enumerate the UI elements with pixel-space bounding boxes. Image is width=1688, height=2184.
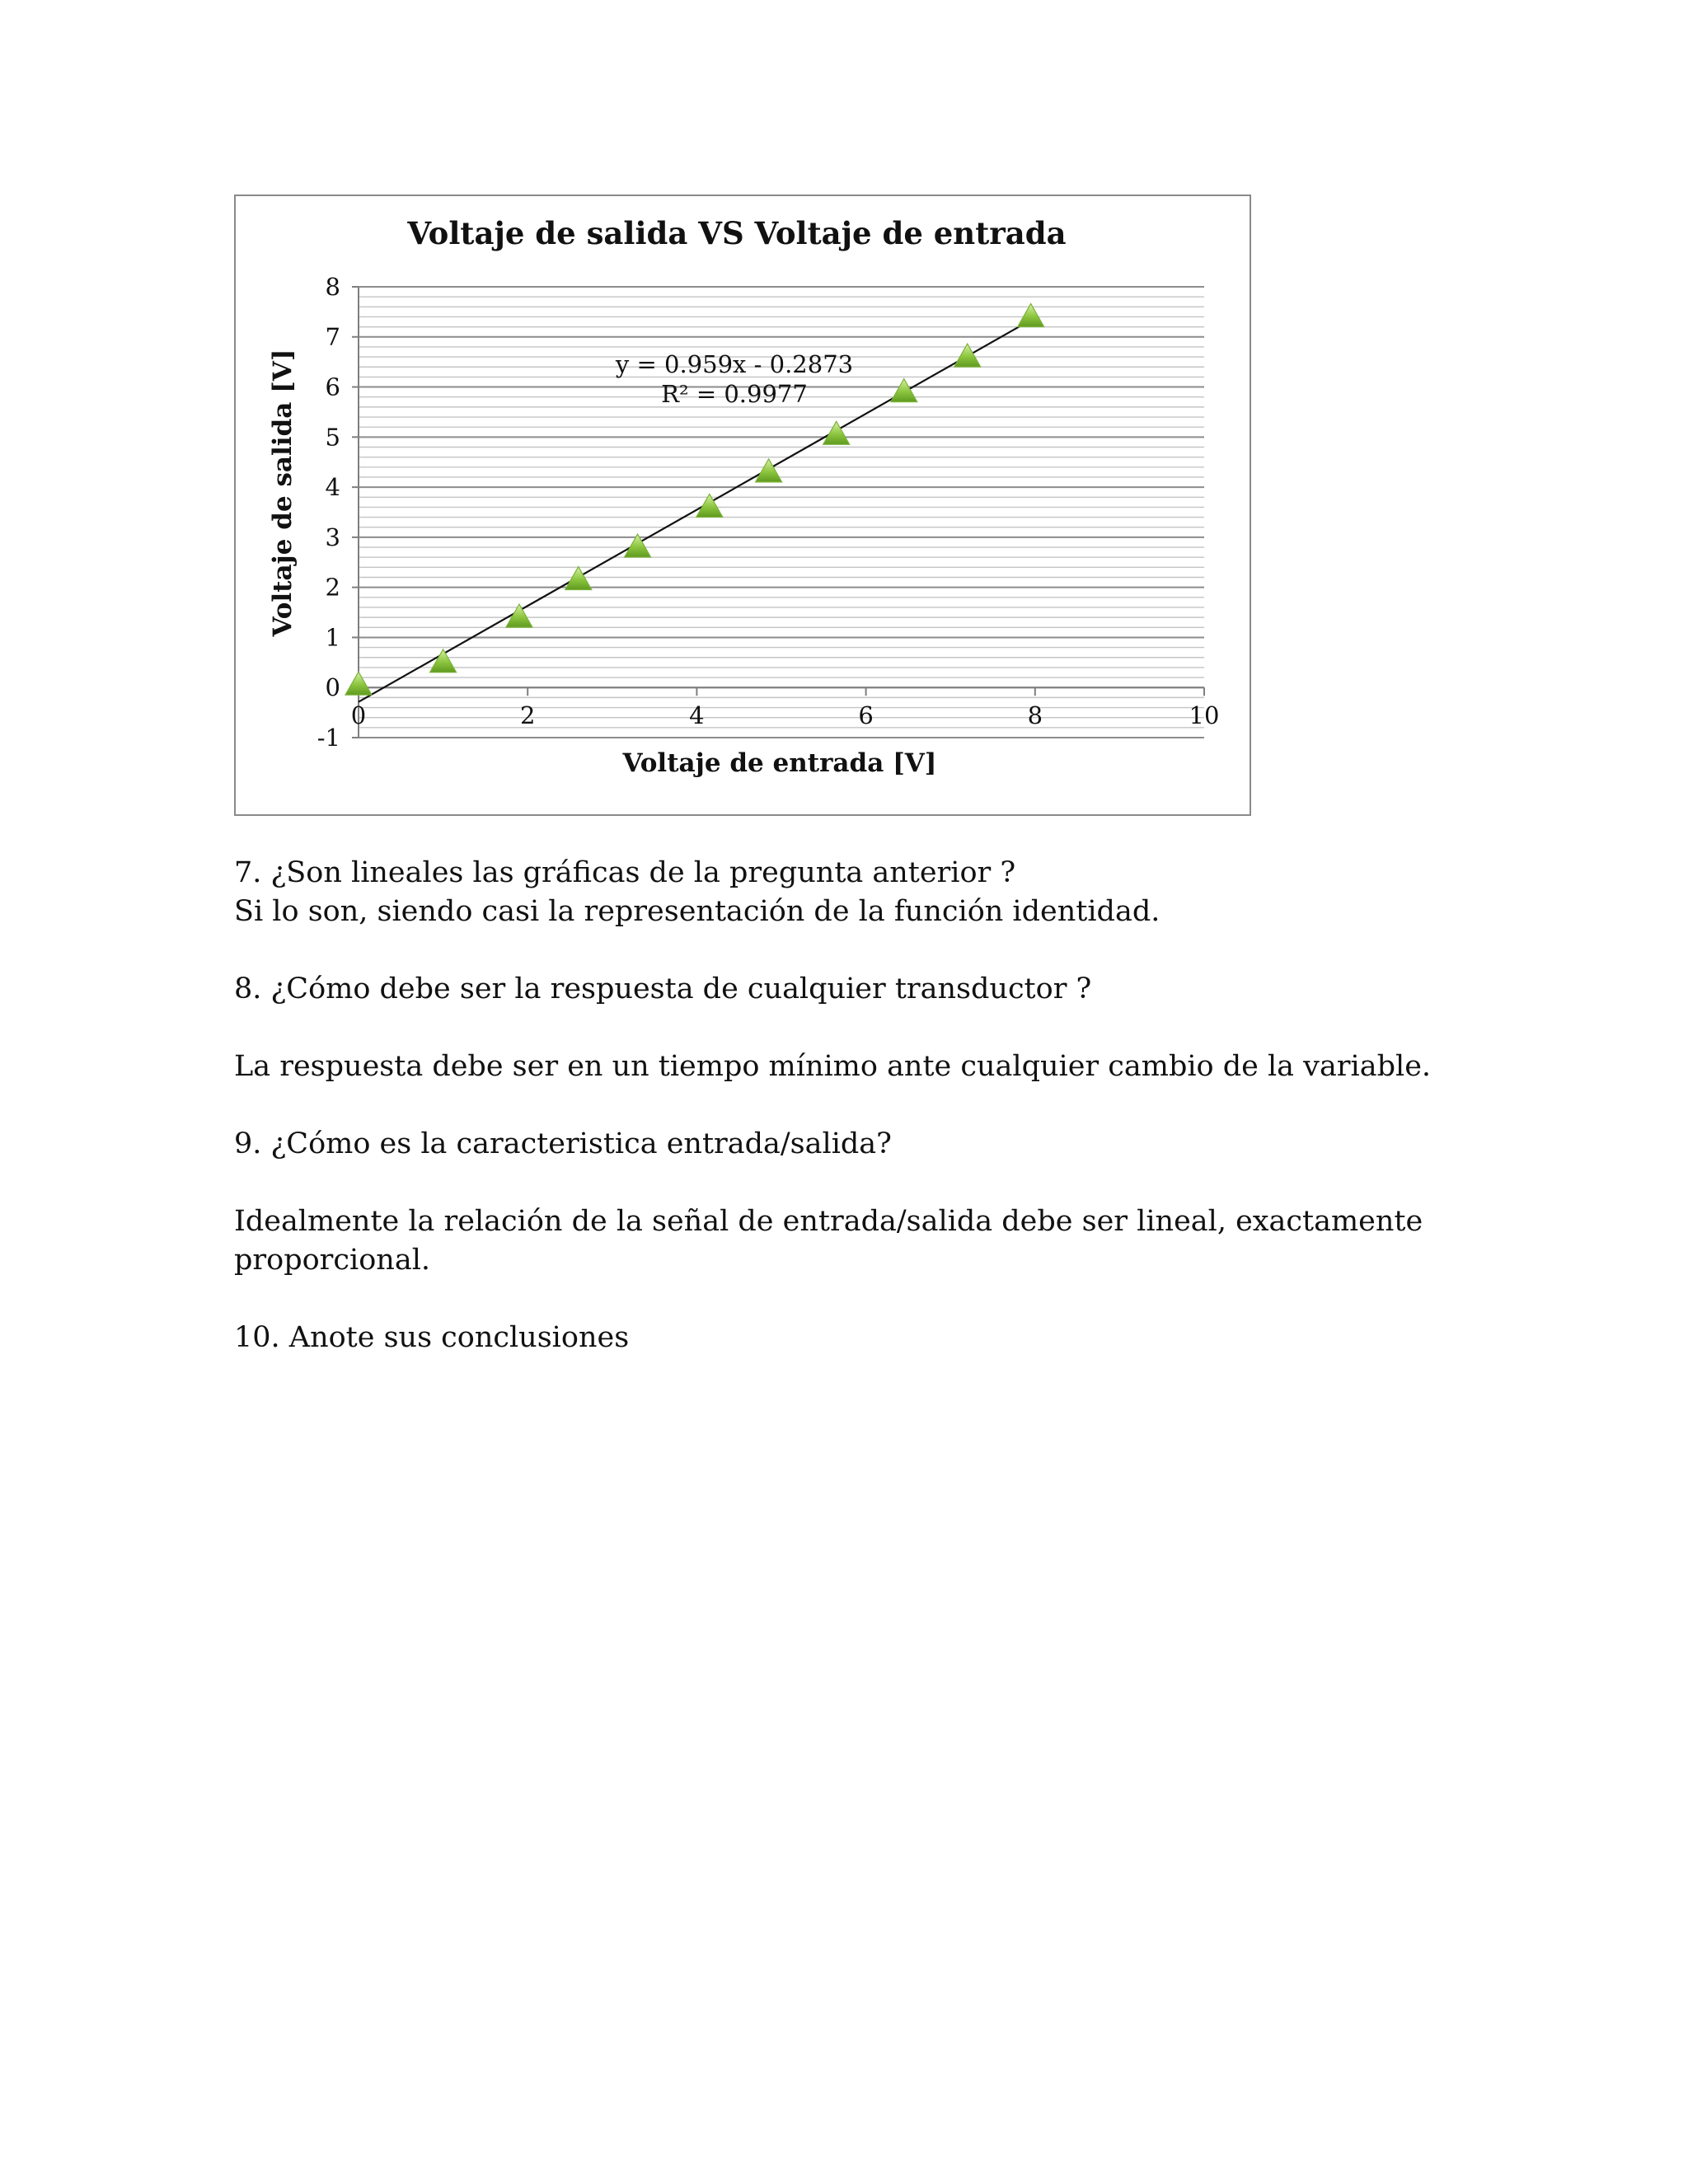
- x-axis-label: Voltaje de entrada [V]: [622, 748, 937, 778]
- axes: [317, 273, 1220, 752]
- x-tick-label: 4: [689, 701, 705, 730]
- y-tick-label: 0: [325, 673, 340, 702]
- answer-9-line-2: proporcional.: [234, 1244, 431, 1277]
- data-point: [345, 672, 372, 695]
- trendline-equation: y = 0.959x - 0.2873: [615, 350, 854, 378]
- y-tick-label: -1: [316, 724, 340, 752]
- x-tick-label: 10: [1189, 701, 1220, 730]
- trendline-r-squared: R² = 0.9977: [661, 380, 808, 408]
- data-point: [756, 459, 782, 482]
- y-tick-label: 7: [325, 322, 340, 351]
- data-point: [891, 379, 917, 402]
- x-tick-label: 8: [1027, 701, 1043, 730]
- data-point: [565, 567, 592, 590]
- question-7: 7. ¿Son lineales las gráficas de la pregunta anterior ?: [234, 856, 1016, 889]
- y-axis-label: Voltaje de salida [V]: [268, 349, 298, 637]
- y-tick-label: 5: [325, 423, 340, 452]
- chart-frame: [234, 194, 1251, 816]
- question-10: 10. Anote sus conclusiones: [234, 1321, 630, 1354]
- question-9: 9. ¿Cómo es la caracteristica entrada/salida?: [234, 1127, 892, 1160]
- y-tick-label: 4: [325, 473, 340, 502]
- y-tick-label: 6: [325, 373, 340, 401]
- answer-8: La respuesta debe ser en un tiempo mínimo ante cualquier cambio de la variable.: [234, 1050, 1432, 1083]
- x-tick-label: 2: [519, 701, 536, 730]
- answer-9-line-1: Idealmente la relación de la señal de entrada/salida debe ser lineal, exactamente: [234, 1205, 1423, 1238]
- y-tick-label: 3: [325, 523, 340, 551]
- answer-7: Si lo son, siendo casi la representación de la función identidad.: [234, 895, 1160, 928]
- x-tick-label: 6: [858, 701, 874, 730]
- scatter-chart: [236, 196, 1250, 814]
- chart-title: Voltaje de salida VS Voltaje de entrada: [407, 215, 1067, 251]
- y-tick-label: 1: [325, 623, 340, 652]
- x-tick-label: 0: [350, 701, 367, 730]
- y-tick-label: 2: [325, 573, 340, 602]
- data-point: [430, 649, 457, 673]
- question-8: 8. ¿Cómo debe ser la respuesta de cualquier transductor ?: [234, 972, 1092, 1005]
- y-tick-label: 8: [325, 273, 340, 301]
